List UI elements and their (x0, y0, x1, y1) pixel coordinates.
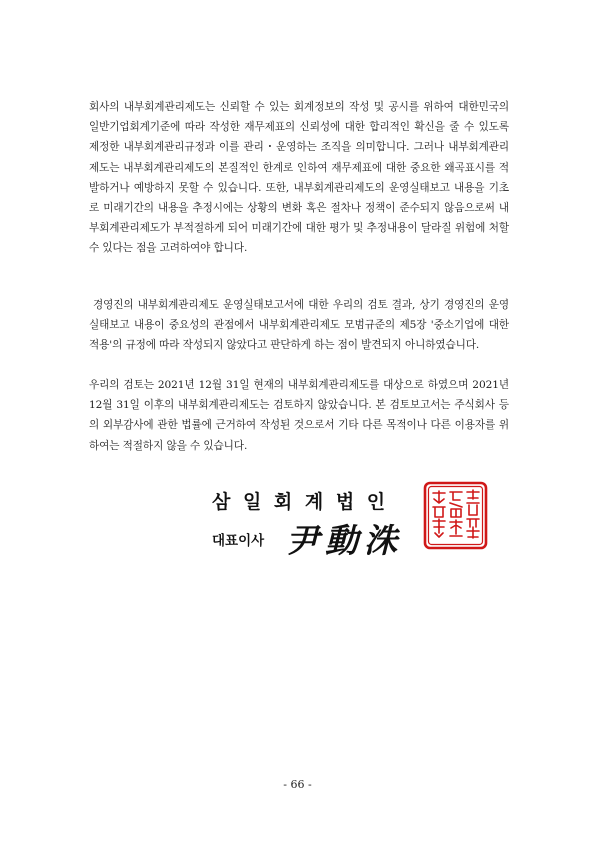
company-seal-icon (423, 481, 488, 550)
signature-title: 대표이사 (212, 533, 265, 549)
body-paragraph-internal-control-limitations: 회사의 내부회계관리제도는 신뢰할 수 있는 회계정보의 작성 및 공시를 위하여 대한민국의 일반기업회계기준에 따라 작성한 재무제표의 신뢰성에 대한 합리적인 확신을 줄 수 있도록 제정한 내부회계관리규정과 이를 관리・운영하는 조직을 의미합니다. 그러나 내부회계관리제도는 내부회계관리제도의 본질적인 한계로 인하여 재무제표에 대한 중요한 왜곡표시를 적발하거나 예방하지 못할 수 있습니다. 또한, 내부회계관리제도의 운영실태보고 내용을 기초로 미래기간의 내용을 추정시에는 상황의 변화 혹은 절차나 정책이 준수되지 않음으로써 내부회계관리제도가 부적절하게 되어 미래기간에 대한 평가 및 추정내용이 달라질 위험에 처할 수 있다는 점을 고려하여야 합니다. (89, 101, 509, 255)
body-paragraph-review-scope: 우리의 검토는 2021년 12월 31일 현재의 내부회계관리제도를 대상으로 하였으며 2021년 12월 31일 이후의 내부회계관리제도는 검토하지 않았습니다. 본 검토보고서는 주식회사 등의 외부감사에 관한 법률에 근거하여 작성된 것으로서 기타 다른 목적이나 다른 이용자를 위하여는 적절하지 않을 수 있습니다. (89, 379, 509, 452)
body-paragraph-review-result: 경영진의 내부회계관리제도 운영실태보고서에 대한 우리의 검토 결과, 상기 경영진의 운영실태보고 내용이 중요성의 관점에서 내부회계관리제도 모범규준의 제5장 '중소기업에 대한 적용'의 규정에 따라 작성되지 않았다고 판단하게 하는 점이 발견되지 아니하였습니다. (89, 299, 509, 352)
page-number: - 66 - (283, 778, 312, 791)
signature-firm-name: 삼일회계법인 (212, 491, 398, 513)
signature-name: 尹動洙 (286, 521, 403, 560)
